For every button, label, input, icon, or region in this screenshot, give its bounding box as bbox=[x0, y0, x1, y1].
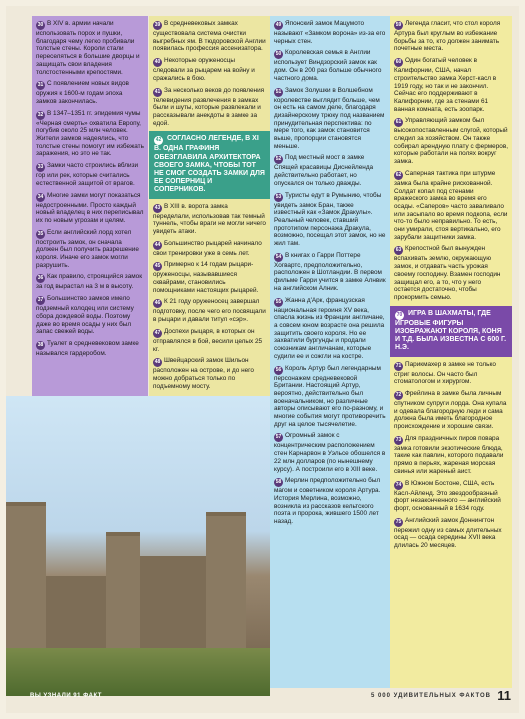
fact-text: Швейцарский замок Шильон расположен на острове, и до него можно добраться только по подъемному мосту. bbox=[153, 357, 254, 390]
fact-number-badge: 41 bbox=[154, 88, 161, 95]
fact-text: В средневековых замках существовала система очистки выгребных ям. В тюдоровской Англии появилась профессия ассенизатора. bbox=[153, 20, 266, 53]
fact-text: Если английский лорд хотел построить замок, он сначала должен был получить разрешение короля. Иначе его замок могли разрушить. bbox=[36, 228, 139, 269]
fact-item bbox=[36, 340, 144, 358]
magazine-page bbox=[6, 6, 519, 713]
fact-text: Под местный мост в замке Спящей красавицы Диснейленда действительно работает, но опускался он только дважды. bbox=[274, 154, 374, 187]
fact-number-badge: 62 bbox=[395, 171, 402, 178]
fact-text: Примерно к 14 годам рыцари-оруженосцы, называвшиеся сквайрами, становились помощниками настоящих рыцарей. bbox=[153, 261, 259, 294]
fact-item bbox=[153, 240, 266, 258]
fact-number-badge: 63 bbox=[395, 247, 402, 254]
fact-number-badge: 42 bbox=[155, 137, 162, 144]
fact-number-badge: 39 bbox=[154, 22, 161, 28]
fact-item bbox=[153, 57, 266, 82]
fact-text: Мерлин предположительно был магом и советником короля Артура. История Мерлина, возможно, возникла из рассказов кельтского поэта и пророка, жившего 1500 лет назад. bbox=[274, 477, 381, 526]
fact-item bbox=[274, 49, 386, 82]
fact-number-badge: 37 bbox=[37, 297, 44, 304]
fact-item bbox=[274, 297, 386, 361]
fact-text: Как правило, строящийся замок за год вырастал на 3 м в высоту. bbox=[36, 273, 143, 291]
page-footer bbox=[6, 685, 519, 705]
fact-item bbox=[153, 20, 266, 53]
fact-number-badge: 73 bbox=[395, 436, 402, 443]
fact-text: За несколько веков до появления телевидения развлечения в замках были и шуты, которые развлекали и рассказывали анекдоты в замке за едой. bbox=[153, 86, 265, 127]
fact-item bbox=[274, 252, 386, 293]
fact-number-badge: 48 bbox=[154, 359, 161, 366]
fact-item bbox=[36, 80, 144, 105]
callout-text: ИГРА В ШАХМАТЫ, ГДЕ ИГРОВЫЕ ФИГУРЫ ИЗОБРАЖАЮТ КОРОЛЯ, КОНЯ И Т.Д. БЫЛА ИЗВЕСТНА С 600 Г. Н.Э. bbox=[395, 309, 507, 352]
fact-number-badge: 47 bbox=[154, 329, 161, 336]
fact-number-badge: 36 bbox=[37, 275, 44, 282]
fact-text: Некоторые оруженосцы следовали за рыцарем на войну и сражались в бою. bbox=[153, 57, 255, 82]
fact-item bbox=[394, 117, 508, 166]
fact-item bbox=[36, 20, 144, 76]
fact-item bbox=[394, 170, 508, 242]
fact-item bbox=[36, 192, 144, 225]
fact-text: С появлением новых видов оружия к 1600-м годам эпоха замков закончилась. bbox=[36, 80, 129, 105]
fact-number-badge: 50 bbox=[275, 51, 282, 58]
fact-text: Замок Золушки в Волшебном королевстве выглядит больше, чем он есть на самом деле, благодаря дизайнерскому трюку под названием принудительная перспектива: по мере того, как замок становится выше, пропорции становятся меньше. bbox=[274, 86, 385, 150]
fact-item bbox=[153, 203, 266, 236]
fact-number-badge: 43 bbox=[154, 204, 161, 211]
fact-text: Большинство рыцарей начинало свои тренировки уже в семь лет. bbox=[153, 239, 262, 257]
fact-number-badge: 49 bbox=[275, 22, 282, 28]
fact-number-badge: 72 bbox=[395, 391, 402, 398]
fact-item bbox=[274, 192, 386, 248]
fact-item bbox=[36, 162, 144, 187]
facts-column-4 bbox=[390, 16, 512, 688]
fact-item bbox=[274, 20, 386, 45]
footer-counter: ВЫ УЗНАЛИ 91 ФАКТ bbox=[30, 693, 102, 699]
callout-box bbox=[149, 131, 270, 198]
fact-number-badge: 40 bbox=[154, 59, 161, 66]
fact-number-badge: 30 bbox=[37, 22, 44, 28]
fact-item bbox=[36, 229, 144, 270]
fact-number-badge: 59 bbox=[395, 22, 402, 28]
fact-text: Парикмахер в замке не только стриг волосы. Он часто был стоматологом и хирургом. bbox=[394, 360, 496, 386]
callout-box bbox=[390, 306, 512, 357]
fact-text: В XIV в. армии начали использовать порох и пушки, благодаря чему легко пробивали толстые стены. Короли стали переселяться в большие дворцы и защищать свои владения толстостенными крепостями. bbox=[36, 20, 140, 76]
castle-photo bbox=[6, 396, 270, 696]
fact-text: Английский замок Доннингтон пережил одну из самых длительных осад — осада середины XVII века длилась 20 месяцев. bbox=[394, 516, 502, 550]
fact-item bbox=[394, 435, 508, 476]
fact-text: Королевская семья в Англии использует Виндзорский замок как дом. Он в 200 раз больше обычного частного дома. bbox=[274, 49, 382, 82]
fact-number-badge: 35 bbox=[37, 230, 44, 237]
fact-item bbox=[394, 390, 508, 431]
fact-item bbox=[36, 110, 144, 159]
fact-text: Японский замок Мацумото называют «Замком ворона» из-за его черных стен. bbox=[274, 20, 386, 45]
fact-number-badge: 56 bbox=[275, 366, 282, 373]
facts-column-3 bbox=[270, 16, 390, 688]
fact-text: Замки часто строились вблизи гор или рек, которые считались естественной защитой от врагов. bbox=[36, 162, 139, 187]
fact-text: Огромный замок с концентрическим расположением стен Карнарвон в Уэльсе обошелся в 22 млн долларов (по нынешнему курсу). А построили его в XIII веке. bbox=[274, 432, 386, 473]
fact-item bbox=[153, 357, 266, 390]
fact-number-badge: 44 bbox=[154, 241, 161, 248]
fact-item bbox=[274, 87, 386, 151]
fact-number-badge: 46 bbox=[154, 300, 161, 307]
fact-item bbox=[394, 480, 508, 513]
fact-item bbox=[36, 295, 144, 336]
fact-item bbox=[394, 361, 508, 386]
fact-number-badge: 31 bbox=[37, 82, 44, 89]
fact-number-badge: 53 bbox=[275, 193, 282, 200]
page-number: 11 bbox=[497, 688, 511, 703]
fact-text: Легенда гласит, что стол короля Артура был круглым во избежание борьбы за то, кто должен занимать почетные места. bbox=[394, 20, 501, 53]
fact-item bbox=[153, 298, 266, 323]
callout-text: СОГЛАСНО ЛЕГЕНДЕ, В XI В. ОДНА ГРАФИНЯ ОБЕЗГЛАВИЛА АРХИТЕКТОРА СВОЕГО ЗАМКА, ЧТОБЫ ТОТ НЕ СМОГ СОЗДАТЬ ЗАМКИ ДЛЯ ЕЕ СОПЕРНИЦ И СОПЕРНИКОВ. bbox=[154, 135, 265, 194]
fact-item bbox=[153, 87, 266, 128]
fact-text: Король Артур был легендарным персонажем средневековой Британии. Настоящий Артур, вероятно, действительно был военачальником, но различные авторы описывают его по-разному, и многие события могут противоречить друг на целое тысячелетие. bbox=[274, 364, 386, 428]
fact-text: Один богатый человек в Калифорнии, США, начал строительство замка Херст-касл в 1919 году, но так и не закончил. Сейчас его поддерживают в Калифорнии, где за стенами 61 ванная комната, есть зоопарк. bbox=[394, 57, 497, 113]
fact-item bbox=[274, 154, 386, 187]
fact-item bbox=[36, 273, 144, 291]
fact-number-badge: 75 bbox=[395, 518, 402, 525]
fact-number-badge: 55 bbox=[275, 298, 282, 305]
fact-item bbox=[394, 245, 508, 301]
fact-number-badge: 45 bbox=[154, 263, 161, 270]
fact-item bbox=[153, 328, 266, 353]
fact-item bbox=[394, 20, 508, 53]
fact-text: Крепостной был вынужден вспахивать землю, окружающую замок, и отдавать часть урожая своему господину. Взамен господин защищал его, а то, что у него остается достаточно, чтобы прокормить семью. bbox=[394, 245, 501, 301]
facts-column-1 bbox=[32, 16, 148, 398]
fact-number-badge: 71 bbox=[395, 362, 402, 369]
fact-number-badge: 70 bbox=[396, 311, 403, 318]
footer-series-title: 5 000 УДИВИТЕЛЬНЫХ ФАКТОВ bbox=[370, 693, 491, 699]
fact-number-badge: 58 bbox=[275, 479, 282, 486]
fact-number-badge: 57 bbox=[275, 434, 282, 441]
fact-text: Жанна д'Арк, французская национальная героиня XV века, спасла жизнь из Франции англичане, а совсем юном возрасте она решила защитить своего короля. Но ее захватили бургунды и продали союзникам англичанам, которые судили ее и сожгли на костре. bbox=[274, 296, 385, 360]
fact-text: В книгах о Гарри Поттере Хогвартс, предположительно, расположен в Шотландии. В первом фильме Гарри учится в замке Алнвик на английском Алник. bbox=[274, 251, 386, 292]
fact-text: Для праздничных пиров повара замка готовили экзотические блюда, такие как павлин, которого подавали прямо в перьях, жареная морская свинья или жареный аист. bbox=[394, 434, 504, 475]
fact-number-badge: 74 bbox=[395, 481, 402, 488]
fact-text: Многие замки могут показаться недостроенными. Просто каждый новый владелец в них переписывал их по новым угрозам и целям. bbox=[36, 191, 144, 224]
fact-number-badge: 33 bbox=[37, 164, 44, 171]
fact-number-badge: 61 bbox=[395, 119, 402, 126]
fact-number-badge: 38 bbox=[37, 341, 44, 348]
fact-number-badge: 54 bbox=[275, 253, 282, 260]
fact-text: Саперная тактика при штурме замка была крайне рискованной. Солдат копал под стенами вражеского замка во время его осады. «Саперов» часто заваливало или засыпало во время подкопа, если что-то было неправильно. То есть, они умирали, стоя вертикально, его зарубали защитники замка. bbox=[394, 169, 508, 241]
fact-text: Доспехи рыцаря, в которых он отправлялся в бой, весили целых 25 кг. bbox=[153, 327, 263, 353]
fact-item bbox=[274, 432, 386, 473]
fact-text: Управляющий замком был высокопоставленным слугой, который следил за хозяйством. Он также собирал арендную плату с фермеров, которые работали на полях вокруг замка. bbox=[394, 117, 509, 166]
fact-text: Фрейлина в замке была личным спутником супруги лорда. Она купала и одевала благородную леди и сама должна была иметь благородное происхождение и хорошие связи. bbox=[394, 389, 507, 431]
fact-number-badge: 51 bbox=[275, 88, 282, 95]
fact-number-badge: 34 bbox=[37, 193, 44, 200]
fact-text: В Южном Бостоне, США, есть Касл-Айленд. Это звездообразный форт незаконченного — английский форт, основанный в 1634 году. bbox=[394, 479, 501, 512]
fact-item bbox=[274, 365, 386, 429]
fact-number-badge: 32 bbox=[37, 111, 44, 118]
fact-text: Большинство замков имело подземный колодец или систему сбора дождевой воды. Поэтому даже во время осады у них был запас свежей воды. bbox=[36, 295, 134, 336]
fact-item bbox=[394, 57, 508, 113]
fact-item bbox=[274, 477, 386, 526]
fact-item bbox=[153, 261, 266, 294]
fact-text: В XIII в. ворота замка переделали, использовав так темный туннель, чтобы враги не могли ничего увидеть атаки. bbox=[153, 202, 266, 235]
fact-number-badge: 60 bbox=[395, 59, 402, 66]
fact-number-badge: 52 bbox=[275, 156, 282, 163]
fact-text: Туристы едут в Румынию, чтобы увидеть замок Бран, также известный как «Замок Дракулы». Реальный человек, ставший прототипом персонажа Дракула, возможно, посещал этот замок, но не жил там. bbox=[274, 191, 386, 248]
fact-item bbox=[394, 517, 508, 550]
fact-text: В 1347–1351 гг. эпидемия чумы «Черная смерть» охватила Европу, погубив около 25 млн человек. Жители замков надеялись, что толстые стены помогут им избежать заражения, но это не так. bbox=[36, 109, 144, 158]
fact-text: Туалет в средневековом замке назывался гардеробом. bbox=[36, 339, 139, 357]
fact-text: К 21 году оруженосец завершал подготовку, после чего его посвящали в рыцари и давали титул «сэр». bbox=[153, 298, 266, 324]
